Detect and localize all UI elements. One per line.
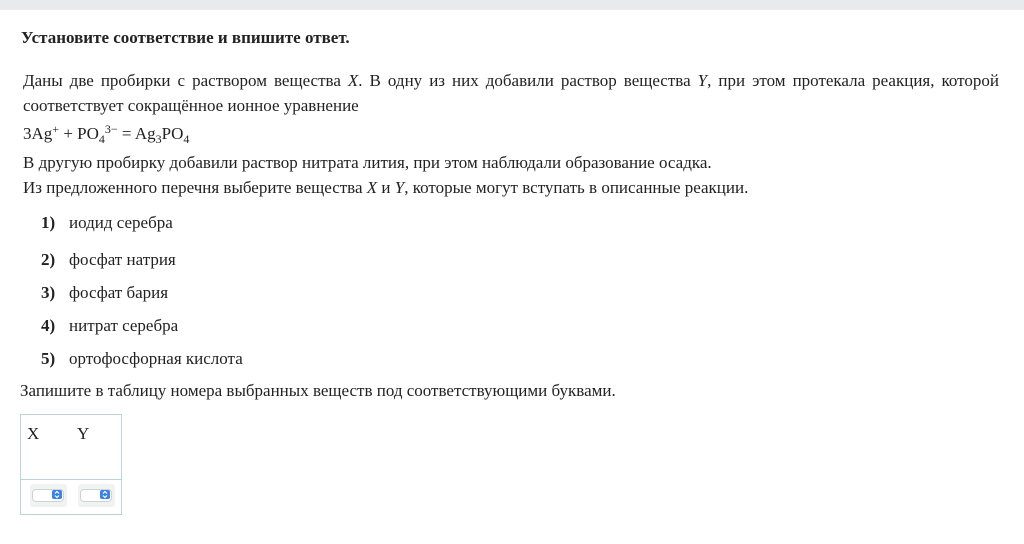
ionic-equation	[23, 121, 999, 146]
select-spinner-icon[interactable]	[52, 490, 62, 499]
eq-term: PO	[77, 124, 99, 143]
variable-x: X	[366, 178, 378, 197]
option-text: ортофосфорная кислота	[69, 349, 243, 368]
task-paragraph-1	[23, 68, 999, 118]
eq-charge: 3−	[104, 122, 118, 136]
option-item	[41, 250, 176, 270]
eq-charge: +	[52, 122, 60, 136]
variable-y: Y	[697, 71, 708, 90]
option-item	[41, 213, 173, 233]
text-span: , при этом протекала реакция, которой соответствует сокращённое ионное уравнение	[23, 71, 999, 115]
option-number: 1)	[41, 213, 56, 232]
answer-cell-y	[78, 484, 115, 507]
task-paragraph-2: В другую пробирку добавили раствор нитрата лития, при этом наблюдали образование осадка.	[23, 153, 712, 172]
eq-plus: +	[59, 124, 78, 143]
option-text: фосфат натрия	[69, 250, 176, 269]
option-item	[41, 316, 178, 336]
answer-table-header	[21, 415, 121, 480]
select-spinner-icon[interactable]	[100, 490, 110, 499]
eq-term: PO	[161, 124, 184, 143]
column-header-y: Y	[77, 424, 90, 443]
text-span: и	[377, 178, 395, 197]
eq-subscript: 3	[155, 132, 162, 146]
answer-cell-x	[30, 484, 67, 507]
option-number: 4)	[41, 316, 56, 335]
option-text: иодид серебра	[69, 213, 173, 232]
eq-equals: = Ag	[117, 124, 156, 143]
text-span: Из предложенного перечня выберите вещества	[23, 178, 367, 197]
top-bar	[0, 0, 1024, 10]
eq-subscript: 4	[183, 132, 190, 146]
option-number: 3)	[41, 283, 56, 302]
task-heading: Установите соответствие и впишите ответ.	[21, 28, 350, 47]
text-span: , которые могут вступать в описанные реакции.	[404, 178, 749, 197]
option-text: фосфат бария	[69, 283, 169, 302]
option-number: 5)	[41, 349, 56, 368]
variable-y: Y	[394, 178, 405, 197]
text-span: . В одну из них добавили раствор вещества	[358, 71, 698, 90]
option-item	[41, 283, 168, 303]
option-item	[41, 349, 243, 369]
variable-x: X	[347, 71, 359, 90]
column-header-x: X	[27, 424, 40, 443]
text-span: Даны две пробирки с раствором вещества	[23, 71, 348, 90]
answer-table	[20, 414, 122, 515]
answer-instruction: Запишите в таблицу номера выбранных веществ под соответствующими буквами.	[20, 381, 616, 400]
eq-subscript: 4	[98, 132, 105, 146]
option-text: нитрат серебра	[69, 316, 179, 335]
eq-term: 3Ag	[23, 124, 53, 143]
task-paragraph-3	[23, 175, 999, 200]
option-number: 2)	[41, 250, 56, 269]
